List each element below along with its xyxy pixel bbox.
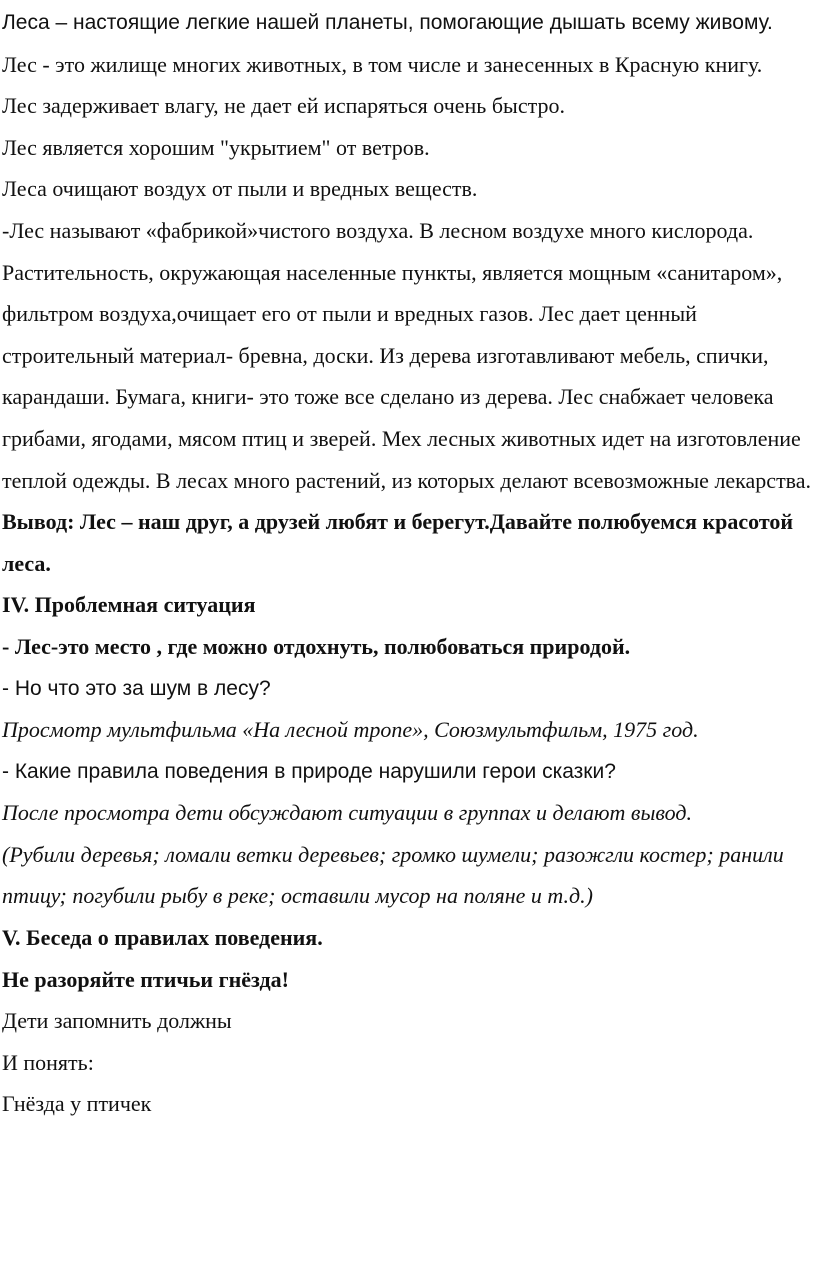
poem-line-3: Гнёзда у птичек (2, 1091, 152, 1117)
section-heading-behavior-rules: V. Беседа о правилах поведения. (2, 925, 323, 951)
paragraph-conclusion: Вывод: Лес – наш друг, а друзей любят и берегут.Давайте полюбуемся красотой леса. (2, 509, 794, 576)
section-heading-problem-situation: IV. Проблемная ситуация (2, 592, 256, 618)
paragraph-cartoon-viewing: Просмотр мультфильма «На лесной тропе», Союзмультфильм, 1975 год. (2, 717, 699, 743)
paragraph-forest-home: Лес - это жилище многих животных, в том числе и занесенных в Красную книгу. (2, 51, 763, 77)
paragraph-forest-clean-air: Леса очищают воздух от пыли и вредных веществ. (2, 176, 478, 202)
poem-line-1: Дети запомнить должны (2, 1008, 232, 1034)
poem-line-2: И понять: (2, 1049, 94, 1075)
paragraph-forests-lungs: Леса – настоящие легкие нашей планеты, помогающие дышать всему живому. (2, 11, 773, 34)
paragraph-rest-place: - Лес-это место , где можно отдохнуть, полюбоваться природой. (2, 633, 631, 659)
paragraph-forest-benefits: -Лес называют «фабрикой»чистого воздуха. В лесном воздухе много кислорода. Растительность, окружающая населенные пункты, является мощным «санитаром», фильтром воздуха,очищает его от пыли и вредных газов. Лес дает ценный строительный материал- бревна, доски. Из дерева изготавливают мебель, спички, карандаши. Бумага, книги- это тоже все сделано из дерева. Лес снабжает человека грибами, ягодами, мясом птиц и зверей. Мех лесных животных идет на изготовление теплой одежды. В лесах много растений, из которых делают всевозможные лекарства. (2, 217, 812, 493)
poem-title: Не разоряйте птичьи гнёзда! (2, 966, 289, 992)
paragraph-noise-question: - Но что это за шум в лесу? (2, 676, 271, 700)
paragraph-forest-wind-shelter: Лес является хорошим "укрытием" от ветров. (2, 134, 430, 160)
paragraph-rules-question: - Какие правила поведения в природе нарушили герои сказки? (2, 759, 616, 783)
paragraph-forest-moisture: Лес задерживает влагу, не дает ей испаряться очень быстро. (2, 93, 565, 119)
paragraph-violations-list: (Рубили деревья; ломали ветки деревьев; громко шумели; разожгли костер; ранили птицу; погубили рыбу в реке; оставили мусор на поляне и т.д.) (2, 841, 784, 909)
paragraph-discussion: После просмотра дети обсуждают ситуации в группах и делают вывод. (2, 800, 692, 826)
